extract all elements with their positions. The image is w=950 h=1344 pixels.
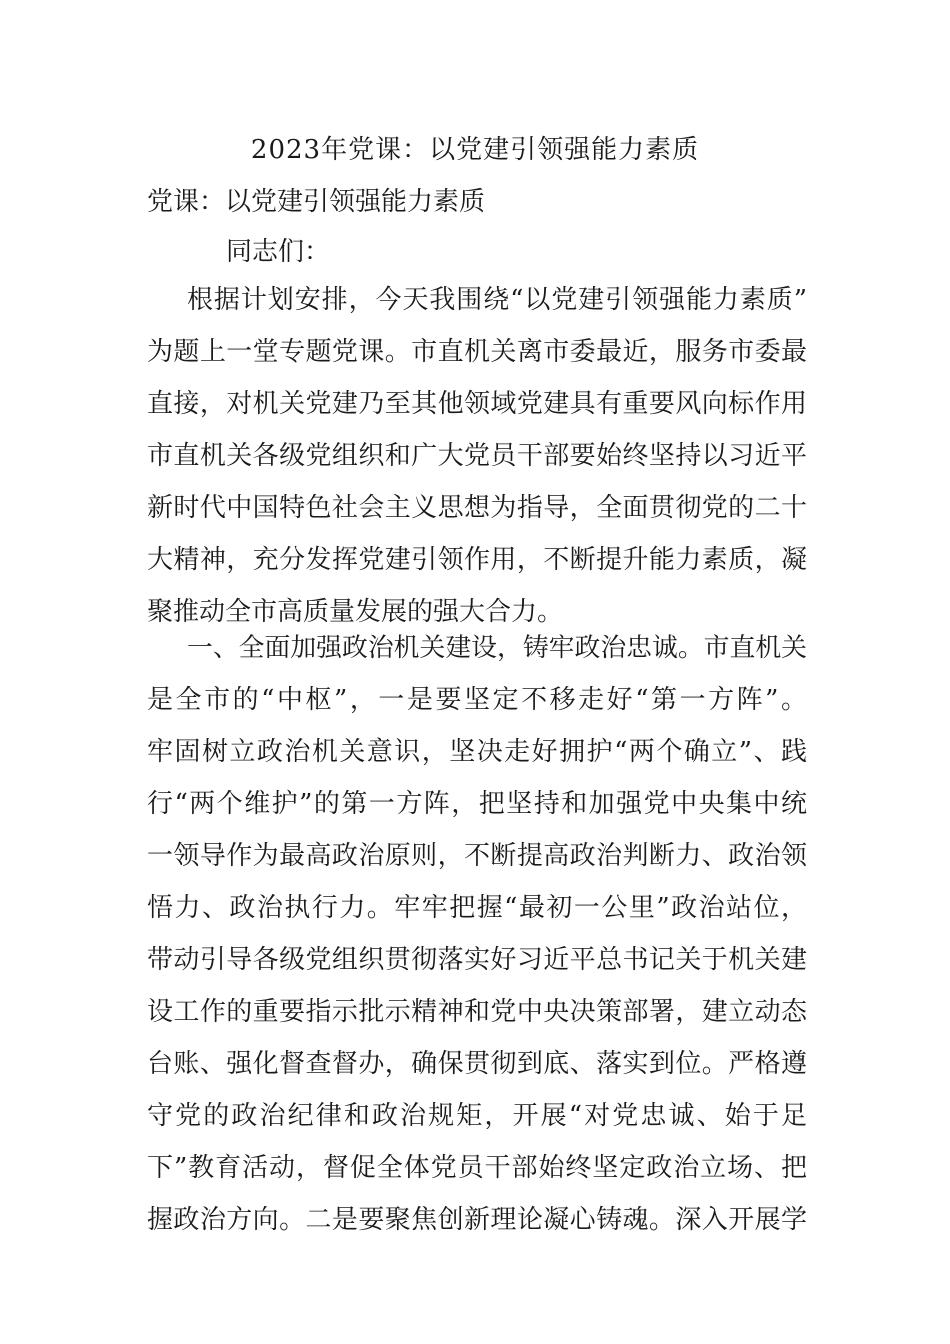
text-line: 直接，对机关党建乃至其他领域党建具有重要风向标作用 [147,389,807,419]
paragraph-section-one [147,622,807,1246]
text-line: 一领导作为最高政治原则，不断提高政治判断力、政治领 [147,841,807,871]
salutation: 同志们： [226,237,331,267]
text-line: 台账、强化督查督办，确保贯彻到底、落实到位。严格遵 [147,1049,807,1079]
text-line: 牢固树立政治机关意识，坚决走好拥护“两个确立”、践 [147,737,807,767]
text-line: 是全市的“中枢”，一是要坚定不移走好“第一方阵”。 [147,685,807,715]
text-line: 设工作的重要指示批示精神和党中央决策部署，建立动态 [147,997,807,1027]
text-line: 市直机关各级党组织和广大党员干部要始终坚持以习近平 [147,441,807,471]
text-line: 握政治方向。二是要聚焦创新理论凝心铸魂。深入开展学 [147,1205,807,1235]
text-line: 守党的政治纪律和政治规矩，开展“对党忠诚、始于足 [147,1101,807,1131]
text-line: 聚推动全市高质量发展的强大合力。 [147,597,564,627]
text-line: 行“两个维护”的第一方阵，把坚持和加强党中央集中统 [147,789,807,819]
text-line: 下”教育活动，督促全体党员干部始终坚定政治立场、把 [147,1153,807,1183]
text-line: 一、全面加强政治机关建设，铸牢政治忠诚。市直机关 [187,633,807,663]
document-subtitle: 党课：以党建引领强能力素质 [147,187,486,217]
paragraph-intro [147,274,807,638]
text-line: 大精神，充分发挥党建引领作用，不断提升能力素质，凝 [147,545,807,575]
text-line: 为题上一堂专题党课。市直机关离市委最近，服务市委最 [147,337,807,367]
text-line: 新时代中国特色社会主义思想为指导，全面贯彻党的二十 [147,493,807,523]
text-line: 根据计划安排，今天我围绕“以党建引领强能力素质” [187,285,807,315]
text-line: 带动引导各级党组织贯彻落实好习近平总书记关于机关建 [147,945,807,975]
text-line: 悟力、政治执行力。牢牢把握“最初一公里”政治站位， [147,893,807,923]
document-title: 2023年党课：以党建引领强能力素质 [250,135,700,165]
